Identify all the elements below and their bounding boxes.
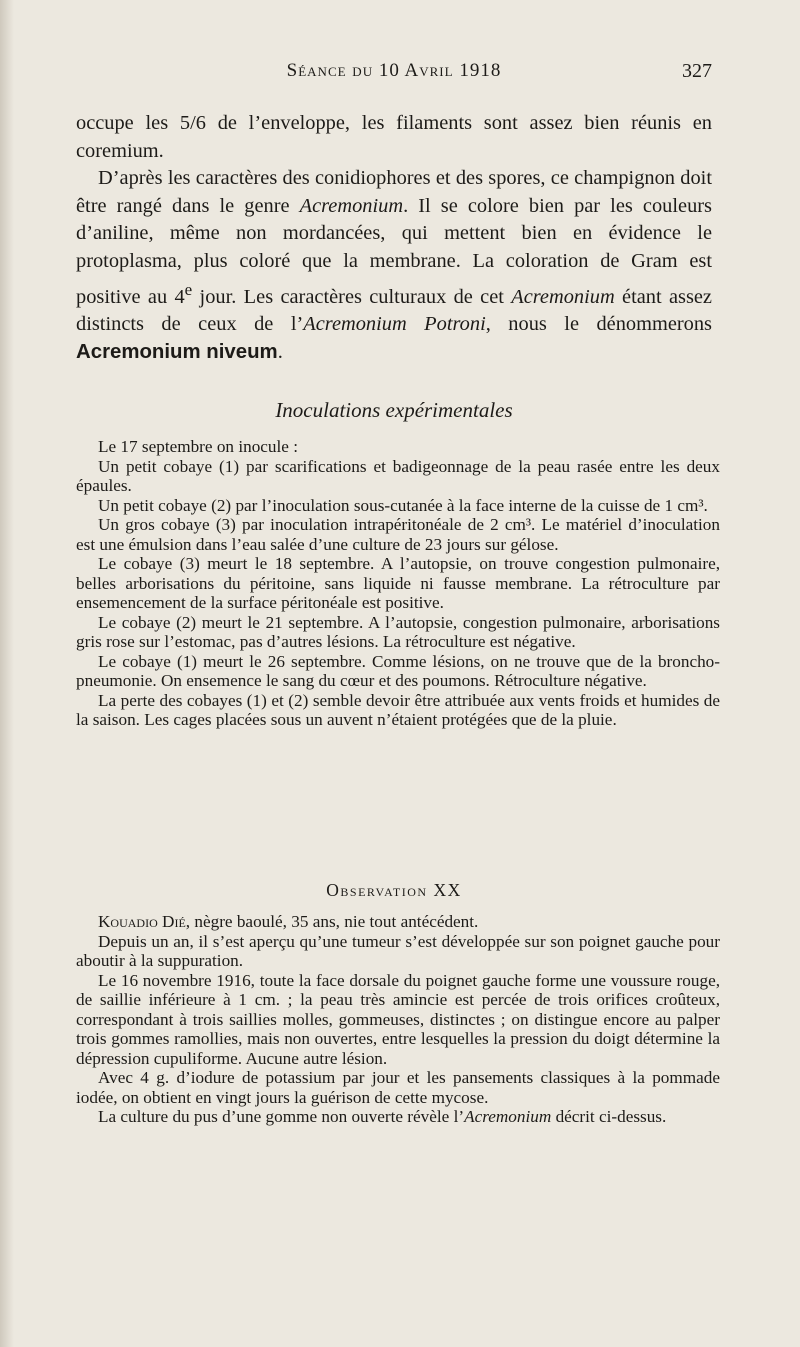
genus-name: Acremonium xyxy=(299,194,404,217)
inoculations-section xyxy=(76,437,720,730)
section-title-observation: Observation XX xyxy=(326,880,462,900)
paragraph: Avec 4 g. d’iodure de potassium par jour et les pansements classiques à la pommade iodée, on obtient en vingt jours la guérison de cette mycose. xyxy=(76,1068,720,1107)
species-name: Acremonium Potroni xyxy=(303,312,486,335)
page-edge-shadow xyxy=(0,0,14,1347)
intro-section xyxy=(76,110,712,366)
paragraph: Depuis un an, il s’est aperçu qu’une tumeur s’est développée sur son poignet gauche pour aboutir à la suppuration. xyxy=(76,931,720,970)
paragraph: Un gros cobaye (3) par inoculation intrapéritonéale de 2 cm³. Le matériel d’inoculation est une émulsion dans l’eau salée d’une culture de 23 jours sur gélose. xyxy=(76,515,720,554)
paragraph: Le cobaye (3) meurt le 18 septembre. A l’autopsie, on trouve congestion pulmonaire, belles arborisations du péritoine, sans liquide ni fausse membrane. La rétroculture par ensemencement de la surface péritonéale est positive. xyxy=(76,554,720,612)
section-title-inoculations: Inoculations expérimentales xyxy=(275,398,513,422)
paragraph: Un petit cobaye (2) par l’inoculation sous-cutanée à la face interne de la cuisse de 1 cm³. xyxy=(98,495,708,515)
observation-section xyxy=(76,912,720,1127)
paragraph xyxy=(76,912,720,932)
paragraph: Le 17 septembre on inocule : xyxy=(98,437,298,456)
paragraph: Le 16 novembre 1916, toute la face dorsale du poignet gauche forme une voussure rouge, de saillie inférieure à 1 cm. ; la peau très amincie est percée de trois orifices croûteux, correspondant à trois saillies molles, gommeuses, distinctes ; on distingue encore au palper trois gommes ramollies, mais non ouvertes, entre lesquelles la pression du doigt détermine la dépression cupuliforme. Aucune autre lésion. xyxy=(76,970,720,1068)
text-run: étant assez distincts de ceux de l’ xyxy=(76,285,712,335)
page-header xyxy=(76,60,712,90)
text-run: La culture du pus d’une gomme non ouverte révèle l’ xyxy=(98,1107,465,1126)
text-run: . xyxy=(277,340,283,363)
new-species-name: Acremonium niveum xyxy=(76,340,278,363)
text-run: , nègre baoulé, 35 ans, nie tout antécédent. xyxy=(185,912,479,931)
paragraph: Un petit cobaye (1) par scarifications et badigeonnage de la peau rasée entre les deux épaules. xyxy=(76,456,720,495)
text-run: jour. Les caractères culturaux de cet xyxy=(192,285,512,308)
text-run: . Il se colore bien par les couleurs d’aniline, même non mordancées, qui mettent bien en évidence le protoplasma, plus coloré que la membrane. La coloration de Gram est positive au 4 xyxy=(76,194,712,308)
text-run: D’après les caractères des conidiophores et des spores, ce champignon doit être rangé dans le genre xyxy=(76,167,712,217)
intro-paragraph-1: occupe les 5/6 de l’enveloppe, les filaments sont assez bien réunis en coremium. xyxy=(76,112,712,162)
paragraph: Le cobaye (1) meurt le 26 septembre. Comme lésions, on ne trouve que de la broncho-pneumonie. On ensemence le sang du cœur et des poumons. Rétroculture négative. xyxy=(76,651,720,690)
text-run: , nous le dénommerons xyxy=(485,312,712,335)
intro-paragraph-2 xyxy=(76,165,712,366)
text-run: décrit ci-dessus. xyxy=(551,1107,667,1126)
running-title: Séance du 10 Avril 1918 xyxy=(286,60,502,81)
patient-name: Kouadio Dié xyxy=(98,912,186,931)
page-number: 327 xyxy=(682,60,712,82)
genus-name: Acremonium xyxy=(464,1107,552,1126)
paragraph: Le cobaye (2) meurt le 21 septembre. A l’autopsie, congestion pulmonaire, arborisations gris rose sur l’estomac, pas d’autres lésions. La rétroculture est négative. xyxy=(76,612,720,651)
genus-name: Acremonium xyxy=(511,285,615,308)
paragraph: La perte des cobayes (1) et (2) semble devoir être attribuée aux vents froids et humides de la saison. Les cages placées sous un auvent n’étaient protégées que de la pluie. xyxy=(76,690,720,729)
paragraph xyxy=(76,1107,720,1127)
ordinal-suffix: e xyxy=(184,279,193,299)
